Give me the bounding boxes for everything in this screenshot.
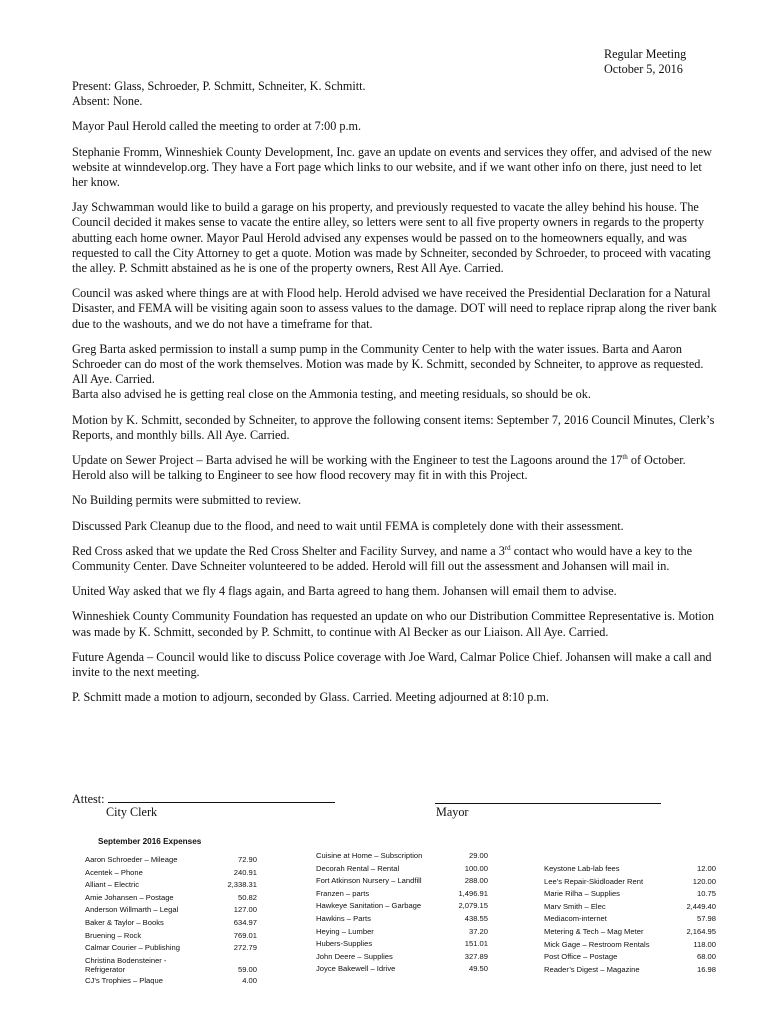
expense-name: CJ’s Trophies – Plaque: [85, 975, 163, 985]
expense-amount: 4.00: [242, 975, 257, 985]
expense-amount: 769.01: [233, 930, 257, 940]
expense-row: [316, 927, 488, 940]
expense-row: [544, 877, 716, 890]
mayor-signature-line: [435, 803, 661, 804]
expense-row: [316, 952, 488, 965]
expense-row: [85, 976, 257, 989]
expense-name: Mick Gage – Restroom Rentals: [544, 939, 650, 949]
expense-row: [544, 864, 716, 877]
expense-name: Joyce Bakewell – Idrive: [316, 964, 396, 974]
expense-amount: 272.79: [233, 943, 257, 953]
expenses-column-1: [85, 855, 257, 988]
expense-row: [544, 965, 716, 978]
flood-help: Council was asked where things are at with Flood help. Herold advised we have received the Presidential Declaration for a Natural Disaster, and FEMA will be visiting again soon to assess values to the damage. DOT will need to replace riprap along the river bank due to the washouts, and we do not have a timeframe for that.: [72, 286, 717, 331]
sewer-project: [72, 453, 720, 483]
expense-amount: 57.98: [696, 914, 716, 924]
expense-amount: 2,079.15: [458, 901, 488, 911]
expense-name: Anderson Willmarth – Legal: [85, 905, 179, 915]
attendance-absent: Absent: None.: [72, 94, 143, 109]
expense-name: Hawkins – Parts: [316, 913, 371, 923]
future-agenda: Future Agenda – Council would like to discuss Police coverage with Joe Ward, Calmar Police Chief. Johansen will make a call and invite to the next meeting.: [72, 649, 712, 680]
expense-amount: 100.00: [464, 863, 488, 873]
expense-name: Reader’s Digest – Magazine: [544, 964, 640, 974]
expense-amount: 120.00: [692, 876, 716, 886]
expense-name: Decorah Rental – Rental: [316, 863, 400, 873]
expense-name: Acentek – Phone: [85, 867, 143, 877]
sewer-text-b: of October. Herold also will be talking to Engineer to see how flood recovery may fit in with this Project.: [72, 453, 686, 483]
expense-row: [316, 851, 488, 864]
expense-amount: 49.50: [468, 964, 488, 974]
clerk-signature-line: [108, 792, 335, 803]
expense-row: [316, 876, 488, 889]
red-cross: [72, 544, 720, 574]
expense-amount: 127.00: [233, 905, 257, 915]
expense-row: [544, 940, 716, 953]
expense-name: Calmar Courier – Publishing: [85, 943, 180, 953]
expense-name: John Deere – Supplies: [316, 951, 393, 961]
expense-name: Bruening – Rock: [85, 930, 142, 940]
expense-row: [316, 864, 488, 877]
signature-block: [72, 792, 732, 822]
alley-vacation: Jay Schwamman would like to build a garage on his property, and previously requested to vacate the alley behind his house. The Council decided it makes sense to vacate the entire alley, so letters were sent to all five property owners in regards to the property abutting each home owner. Mayor Paul Herold advised any expenses would be passed on to the homeowners equally, and was requested to call the City Attorney to get a quote. Motion was made by Schneiter, seconded by Schroeder, to proceed with vacating the alley. P. Schmitt abstained as he is one of the property owners, Rest All Aye. Carried.: [72, 200, 711, 276]
expense-row: [544, 914, 716, 927]
expense-name: Alliant – Electric: [85, 880, 140, 890]
expense-name: Keystone Lab-lab fees: [544, 864, 620, 873]
expense-name: Marv Smith – Elec: [544, 901, 606, 911]
expense-amount: 118.00: [693, 939, 716, 949]
expense-row: [544, 952, 716, 965]
expense-row: [316, 914, 488, 927]
expense-name: Baker & Taylor – Books: [85, 917, 164, 927]
adjournment: P. Schmitt made a motion to adjourn, seconded by Glass. Carried. Meeting adjourned at 8:10 p.m.: [72, 690, 549, 705]
redcross-text-a: Red Cross asked that we update the Red Cross Shelter and Facility Survey, and name a 3: [72, 543, 505, 558]
expense-amount: 327.89: [464, 951, 488, 961]
expense-row: [85, 918, 257, 931]
expense-amount: 1,496.91: [458, 888, 488, 898]
expense-amount: 29.00: [468, 851, 488, 860]
ammonia-testing: Barta also advised he is getting real close on the Ammonia testing, and meeting residuals, so should be ok.: [72, 387, 591, 402]
expense-row: [85, 943, 257, 956]
expense-row: [316, 889, 488, 902]
redcross-ordinal: rd: [504, 543, 511, 552]
park-cleanup: Discussed Park Cleanup due to the flood, and need to wait until FEMA is completely done with their assessment.: [72, 518, 624, 533]
expense-name: Hawkeye Sanitation – Garbage: [316, 901, 422, 911]
expense-amount: 2,338.31: [227, 880, 257, 890]
expense-row: [85, 956, 257, 976]
expense-amount: 438.55: [464, 913, 488, 923]
expense-name: Fort Atkinson Nursery – Landfill: [316, 876, 422, 886]
expense-name: Metering & Tech – Mag Meter: [544, 926, 644, 936]
expense-amount: 634.97: [233, 917, 257, 927]
minutes-body: [72, 79, 720, 716]
expenses-column-2: [316, 851, 488, 977]
expense-amount: 2,164.95: [686, 926, 716, 936]
expense-row: [544, 889, 716, 902]
attest-label: Attest:: [72, 792, 105, 806]
united-way: United Way asked that we fly 4 flags again, and Barta agreed to hang them. Johansen will email them to advise.: [72, 584, 617, 599]
consent-items: Motion by K. Schmitt, seconded by Schneiter, to approve the following consent items: September 7, 2016 Council Minutes, Clerk’s Reports, and monthly bills. All Aye. Carried.: [72, 412, 715, 442]
expense-name: Hubers-Supplies: [316, 939, 373, 949]
expense-row: [316, 964, 488, 977]
expense-name: Amie Johansen – Postage: [85, 892, 174, 902]
expense-row: [544, 927, 716, 940]
expense-name: Christina Bodensteiner - Refrigerator: [85, 955, 167, 974]
sewer-text-a: Update on Sewer Project – Barta advised he will be working with the Engineer to test the Lagoons around the 17: [72, 453, 623, 468]
expense-name: Marie Rilha – Supplies: [544, 889, 620, 899]
expense-row: [544, 902, 716, 915]
expense-amount: 240.91: [233, 867, 257, 877]
expense-amount: 68.00: [696, 952, 716, 962]
meeting-header: [604, 47, 734, 77]
fromm-update: Stephanie Fromm, Winneshiek County Development, Inc. gave an update on events and services they offer, and advised of the new website at winndevelop.org. They have a Fort page which links to our website, and if we want other info on there, just need to let her know.: [72, 144, 712, 190]
expense-name: Lee’s Repair-Skidloader Rent: [544, 876, 644, 886]
sump-pump: Greg Barta asked permission to install a sump pump in the Community Center to help with the water issues. Barta and Aaron Schroeder can do most of the work themselves. Motion was made by K. Schmitt, seconded by Schneiter, to approve as requested. All Aye. Carried.: [72, 341, 704, 387]
expense-row: [85, 931, 257, 944]
expense-amount: 72.90: [237, 855, 257, 864]
expense-amount: 10.75: [696, 889, 716, 899]
expenses-column-3: [544, 864, 716, 977]
expense-row: [85, 868, 257, 881]
expense-row: [85, 880, 257, 893]
expense-amount: 50.82: [237, 892, 257, 902]
attendance-present: Present: Glass, Schroeder, P. Schmitt, Schneiter, K. Schmitt.: [72, 79, 366, 93]
call-to-order: Mayor Paul Herold called the meeting to order at 7:00 p.m.: [72, 119, 362, 134]
expense-row: [85, 855, 257, 868]
expense-amount: 288.00: [464, 876, 488, 886]
expense-name: Franzen – parts: [316, 888, 370, 898]
expense-amount: 151.01: [464, 939, 488, 949]
expense-name: Heying – Lumber: [316, 926, 374, 936]
meeting-type: Regular Meeting: [604, 47, 687, 61]
expense-row: [316, 939, 488, 952]
expense-name: Aaron Schroeder – Mileage: [85, 855, 178, 864]
expense-amount: 37.20: [468, 926, 488, 936]
clerk-label: City Clerk: [106, 805, 158, 819]
meeting-date: October 5, 2016: [604, 62, 683, 76]
expense-name: Mediacom-internet: [544, 914, 607, 924]
expense-row: [316, 901, 488, 914]
expense-name: Cuisine at Home – Subscription: [316, 851, 423, 860]
expense-amount: 16.98: [696, 964, 716, 974]
mayor-label: Mayor: [436, 805, 469, 819]
expense-amount: 12.00: [696, 864, 716, 873]
expense-amount: 59.00: [237, 964, 257, 974]
expenses-title: September 2016 Expenses: [98, 837, 202, 846]
sewer-ordinal: th: [622, 453, 628, 461]
redcross-text-b: contact who would have a key to the Community Center. Dave Schneiter volunteered to be added. Herold will fill out the assessment and Johansen will mail in.: [72, 543, 693, 574]
expense-name: Post Office – Postage: [544, 952, 618, 962]
building-permits: No Building permits were submitted to review.: [72, 493, 302, 508]
expense-row: [85, 893, 257, 906]
expense-amount: 2,449.40: [686, 901, 716, 911]
community-foundation: Winneshiek County Community Foundation has requested an update on who our Distribution Committee Representative is. Motion was made by K. Schmitt, seconded by P. Schmitt, to continue with Al Becker as our Liaison. All Aye. Carried.: [72, 609, 714, 639]
expense-row: [85, 905, 257, 918]
